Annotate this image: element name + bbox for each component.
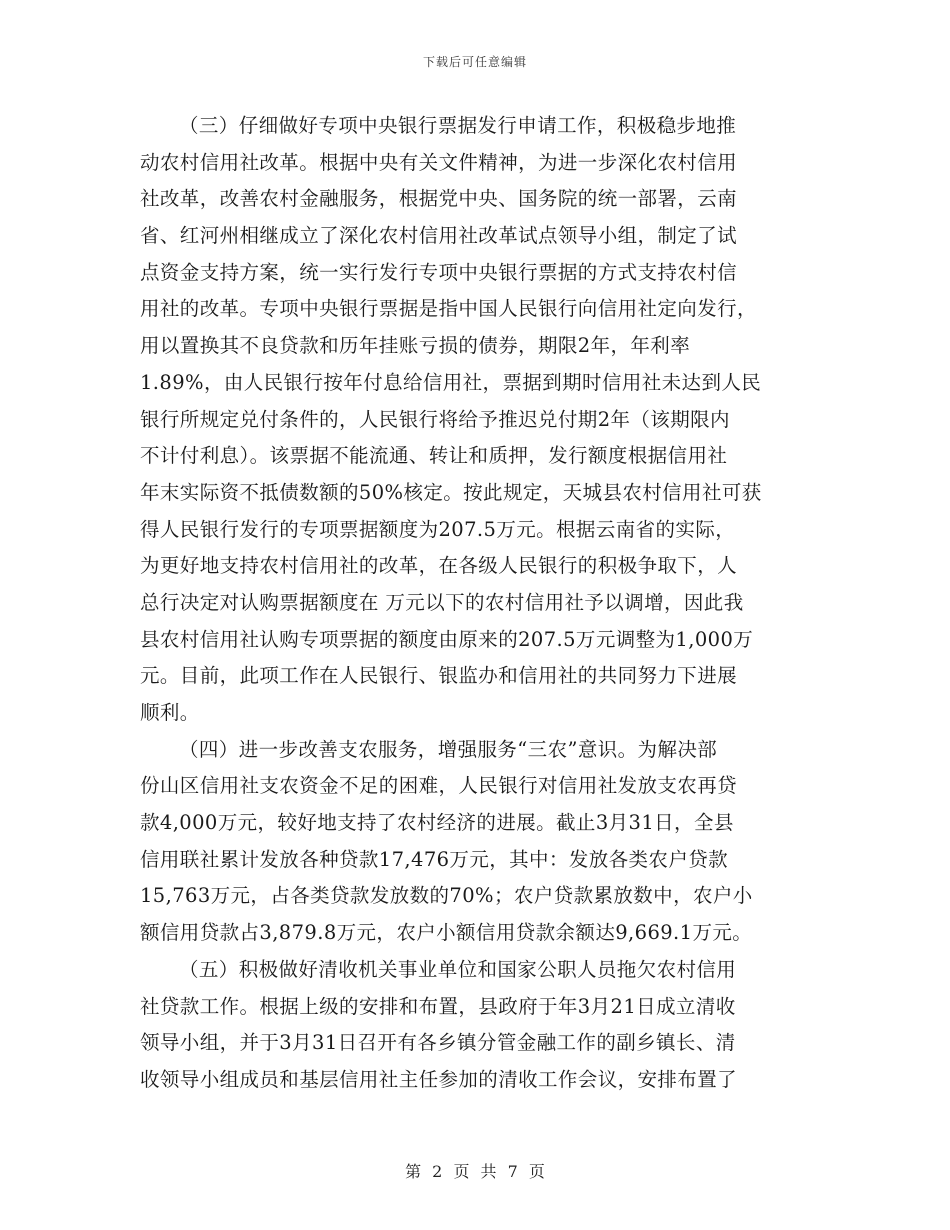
text-line: 用社的改革。专项中央银行票据是指中国人民银行向信用社定向发行， [140, 297, 757, 321]
text-line: 动农村信用社改革。根据中央有关文件精神，为进一步深化农村信用 [140, 150, 738, 174]
text-line: 领导小组，并于3月31日召开有各乡镇分管金融工作的副乡镇长、清 [140, 1031, 736, 1055]
text-line: 为更好地支持农村信用社的改革，在各级人民银行的积极争取下，人 [140, 554, 738, 578]
text-line: （五）积极做好清收机关事业单位和国家公职人员拖欠农村信用 [179, 957, 737, 981]
text-line: （三）仔细做好专项中央银行票据发行申请工作，积极稳步地推 [179, 114, 737, 137]
text-line: 社改革，改善农村金融服务，根据党中央、国务院的统一部署，云南 [140, 187, 738, 211]
text-line: 1.89%，由人民银行按年付息给信用社，票据到期时信用社未达到人民 [140, 370, 762, 394]
text-line: 县农村信用社认购专项票据的额度由原来的207.5万元调整为1,000万 [140, 627, 754, 651]
text-line: 15,763万元，占各类贷款发放数的70%；农户贷款累放数中，农户小 [140, 884, 753, 908]
text-line: 额信用贷款占3,879.8万元，农户小额信用贷款余额达9,669.1万元。 [140, 921, 753, 945]
text-line: 点资金支持方案，统一实行发行专项中央银行票据的方式支持农村信 [140, 260, 738, 284]
text-line: 社贷款工作。根据上级的安排和布置，县政府于年3月21日成立清收 [140, 994, 736, 1018]
text-line: 年末实际资不抵债数额的50%核定。按此规定，天城县农村信用社可获 [140, 480, 762, 504]
text-line: 用以置换其不良贷款和历年挂账亏损的债券，期限2年，年利率 [140, 334, 691, 358]
text-line: 份山区信用社支农资金不足的困难，人民银行对信用社发放支农再贷 [140, 774, 738, 798]
text-line: （四）进一步改善支农服务，增强服务“三农”意识。为解决部 [179, 737, 718, 761]
text-line: 顺利。 [140, 701, 200, 724]
text-line: 信用联社累计发放各种贷款17,476万元，其中：发放各类农户贷款 [140, 847, 729, 871]
page-header-note: 下载后可任意编辑 [422, 55, 527, 69]
text-line: 省、红河州相继成立了深化农村信用社改革试点领导小组，制定了试 [140, 224, 738, 248]
text-line: 款4,000万元，较好地支持了农村经济的进展。截止3月31日，全县 [140, 811, 734, 835]
text-line: 银行所规定兑付条件的，人民银行将给予推迟兑付期2年（该期限内 [140, 407, 730, 431]
page-number: 第 2 页 共 7 页 [405, 1162, 545, 1181]
text-line: 得人民银行发行的专项票据额度为207.5万元。根据云南省的实际， [140, 517, 736, 541]
text-line: 元。目前，此项工作在人民银行、银监办和信用社的共同努力下进展 [140, 664, 738, 688]
document-body [140, 108, 820, 1099]
text-line: 不计付利息）。该票据不能流通、转让和质押，发行额度根据信用社 [140, 444, 728, 468]
text-line: 总行决定对认购票据额度在 万元以下的农村信用社予以调增，因此我 [140, 590, 744, 614]
text-line: 收领导小组成员和基层信用社主任参加的清收工作会议，安排布置了 [140, 1067, 738, 1091]
